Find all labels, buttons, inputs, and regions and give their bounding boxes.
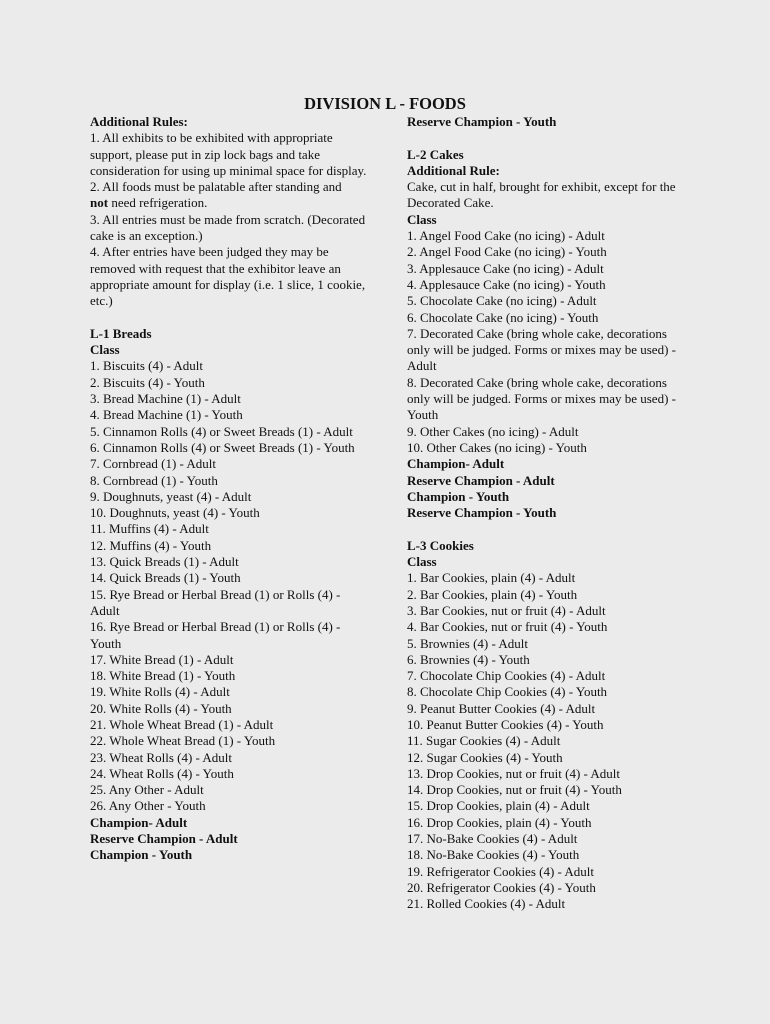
- spacer: [407, 130, 685, 146]
- list-item: 7. Decorated Cake (bring whole cake, decorations only will be judged. Forms or mixes may be used) - Adult: [407, 325, 676, 374]
- list-item: 16. Rye Bread or Herbal Bread (1) or Rolls (4) - Youth: [90, 619, 341, 651]
- list-item: 1. Angel Food Cake (no icing) - Adult: [407, 228, 605, 244]
- list-item: 14. Drop Cookies, nut or fruit (4) - Youth: [407, 782, 622, 798]
- bold-fragment: not: [90, 195, 109, 211]
- section-heading: Class: [407, 554, 437, 570]
- section-heading: Additional Rule:: [407, 162, 500, 178]
- list-item: 2. Angel Food Cake (no icing) - Youth: [407, 244, 607, 260]
- list-item: 15. Rye Bread or Herbal Bread (1) or Rolls (4) - Adult: [90, 586, 341, 618]
- list-item: 16. Drop Cookies, plain (4) - Youth: [407, 814, 592, 830]
- list-item: 6. Brownies (4) - Youth: [407, 651, 530, 667]
- list-item: 13. Quick Breads (1) - Adult: [90, 554, 239, 570]
- list-item: 2. Bar Cookies, plain (4) - Youth: [407, 586, 578, 602]
- list-item: 5. Chocolate Cake (no icing) - Adult: [407, 293, 597, 309]
- list-item: 18. No-Bake Cookies (4) - Youth: [407, 847, 580, 863]
- rule-line: [90, 195, 370, 211]
- list-item: 4. Bar Cookies, nut or fruit (4) - Youth: [407, 619, 608, 635]
- list-item: 12. Muffins (4) - Youth: [90, 537, 212, 553]
- list-item: 3. Applesauce Cake (no icing) - Adult: [407, 260, 604, 276]
- list-item: 14. Quick Breads (1) - Youth: [90, 570, 241, 586]
- list-item: 5. Cinnamon Rolls (4) or Sweet Breads (1) - Adult: [90, 423, 353, 439]
- list-item: 6. Cinnamon Rolls (4) or Sweet Breads (1) - Youth: [90, 439, 355, 455]
- section-heading: Class: [90, 342, 120, 358]
- list-item: 11. Sugar Cookies (4) - Adult: [407, 733, 561, 749]
- list-item: 20. White Rolls (4) - Youth: [90, 700, 232, 716]
- page-title: DIVISION L - FOODS: [304, 94, 466, 113]
- list-item: 1. All exhibits to be exhibited with appropriate support, please put in zip lock bags and take consideration for using up minimal space for display.: [90, 130, 367, 178]
- list-item: 9. Peanut Butter Cookies (4) - Adult: [407, 700, 596, 716]
- list-item: 23. Wheat Rolls (4) - Adult: [90, 749, 233, 765]
- section-heading: L-1 Breads: [90, 325, 152, 341]
- section-heading: Reserve Champion - Adult: [407, 472, 555, 488]
- list-item: 10. Peanut Butter Cookies (4) - Youth: [407, 716, 604, 732]
- spacer: [407, 521, 685, 537]
- list-item: 8. Chocolate Chip Cookies (4) - Youth: [407, 684, 608, 700]
- right-column: [407, 114, 685, 913]
- list-item: 24. Wheat Rolls (4) - Youth: [90, 765, 234, 781]
- text-fragment: need refrigeration.: [108, 195, 208, 211]
- list-item: 12. Sugar Cookies (4) - Youth: [407, 749, 563, 765]
- list-item: 3. Bread Machine (1) - Adult: [90, 391, 241, 407]
- section-heading: Reserve Champion - Youth: [407, 505, 557, 521]
- list-item: 10. Other Cakes (no icing) - Youth: [407, 439, 587, 455]
- section-heading: Champion - Youth: [90, 847, 193, 863]
- list-item: 1. Bar Cookies, plain (4) - Adult: [407, 570, 576, 586]
- list-item: 13. Drop Cookies, nut or fruit (4) - Adult: [407, 765, 621, 781]
- section-heading: Champion- Adult: [90, 814, 188, 830]
- list-item: 4. Bread Machine (1) - Youth: [90, 407, 243, 423]
- list-item: 5. Brownies (4) - Adult: [407, 635, 528, 651]
- section-heading: Reserve Champion - Youth: [407, 114, 557, 129]
- list-item: 7. Cornbread (1) - Adult: [90, 456, 217, 472]
- section-heading: Additional Rules:: [90, 114, 188, 129]
- list-item: 18. White Bread (1) - Youth: [90, 668, 236, 684]
- list-item: 3. Bar Cookies, nut or fruit (4) - Adult: [407, 602, 606, 618]
- list-item: 8. Cornbread (1) - Youth: [90, 472, 218, 488]
- list-item: 25. Any Other - Adult: [90, 782, 204, 798]
- section-heading: Reserve Champion - Adult: [90, 831, 238, 847]
- section-heading: L-3 Cookies: [407, 537, 474, 553]
- section-heading: Class: [407, 211, 437, 227]
- spacer: [90, 310, 370, 326]
- list-item: 22. Whole Wheat Bread (1) - Youth: [90, 733, 276, 749]
- list-item: 20. Refrigerator Cookies (4) - Youth: [407, 879, 596, 895]
- list-item: 17. No-Bake Cookies (4) - Adult: [407, 831, 578, 847]
- list-item: 2. All foods must be palatable after standing and: [90, 179, 342, 195]
- list-item: 3. All entries must be made from scratch. (Decorated cake is an exception.): [90, 211, 366, 244]
- list-item: 4. Applesauce Cake (no icing) - Youth: [407, 276, 606, 292]
- list-item: 8. Decorated Cake (bring whole cake, decorations only will be judged. Forms or mixes may be used) - Youth: [407, 374, 676, 423]
- list-item: 19. White Rolls (4) - Adult: [90, 684, 230, 700]
- section-heading: Champion- Adult: [407, 456, 505, 472]
- list-item: 21. Whole Wheat Bread (1) - Adult: [90, 716, 274, 732]
- list-item: 11. Muffins (4) - Adult: [90, 521, 209, 537]
- list-item: 4. After entries have been judged they may be removed with request that the exhibitor leave an appropriate amount for display (i.e. 1 slice, 1 cookie, etc.): [90, 244, 366, 309]
- left-column: [90, 114, 370, 864]
- list-item: 19. Refrigerator Cookies (4) - Adult: [407, 863, 595, 879]
- list-item: 7. Chocolate Chip Cookies (4) - Adult: [407, 668, 606, 684]
- list-item: Cake, cut in half, brought for exhibit, except for the Decorated Cake.: [407, 179, 676, 211]
- list-item: 6. Chocolate Cake (no icing) - Youth: [407, 309, 599, 325]
- list-item: 9. Other Cakes (no icing) - Adult: [407, 423, 579, 439]
- list-item: 10. Doughnuts, yeast (4) - Youth: [90, 505, 260, 521]
- list-item: 26. Any Other - Youth: [90, 798, 206, 814]
- list-item: 9. Doughnuts, yeast (4) - Adult: [90, 488, 252, 504]
- section-heading: L-2 Cakes: [407, 146, 464, 162]
- list-item: 21. Rolled Cookies (4) - Adult: [407, 896, 566, 912]
- section-heading: Champion - Youth: [407, 488, 510, 504]
- list-item: 15. Drop Cookies, plain (4) - Adult: [407, 798, 590, 814]
- list-item: 1. Biscuits (4) - Adult: [90, 358, 204, 374]
- list-item: 17. White Bread (1) - Adult: [90, 651, 234, 667]
- list-item: 2. Biscuits (4) - Youth: [90, 374, 205, 390]
